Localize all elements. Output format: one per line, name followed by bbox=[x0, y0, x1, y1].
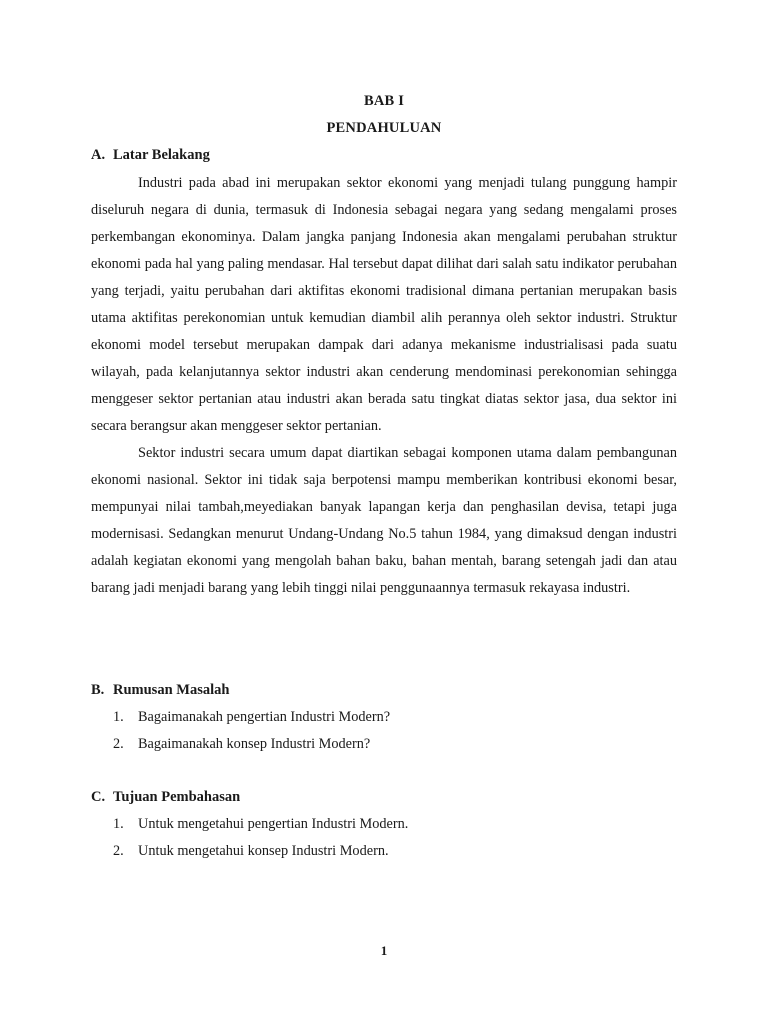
chapter-title: PENDAHULUAN bbox=[326, 120, 442, 136]
list-item-text: Untuk mengetahui pengertian Industri Modern. bbox=[138, 816, 409, 832]
section-a-body bbox=[91, 170, 677, 602]
chapter-number: BAB I bbox=[363, 93, 405, 109]
paragraph: Industri pada abad ini merupakan sektor ekonomi yang menjadi tulang punggung hampir diseluruh negara di dunia, termasuk di Indonesia sebagai negara yang sedang mengalami proses perkembangan ekonominya. Dalam jangka panjang Indonesia akan mengalami perubahan struktur ekonomi pada hal yang paling mendasar. Hal tersebut dapat dilihat dari salah satu indikator perubahan yang terjadi, yaitu perubahan dari aktifitas ekonomi tradisional dimana pertanian merupakan basis utama aktifitas perekonomian untuk kemudian diambil alih perannya oleh sektor industri. Struktur ekonomi model tersebut merupakan dampak dari adanya mekanisme industrialisasi pada suatu wilayah, pada kelanjutannya sektor industri akan cenderung mendominasi perekonomian sehingga menggeser sektor pertanian atau industri akan berada satu tingkat diatas sektor jasa, dua sektor ini secara berangsur akan menggeser sektor pertanian. bbox=[91, 175, 677, 434]
list-item-text: Bagaimanakah konsep Industri Modern? bbox=[138, 736, 371, 752]
list-item-text: Bagaimanakah pengertian Industri Modern? bbox=[138, 709, 391, 725]
section-b-list bbox=[113, 704, 673, 758]
list-item-text: Untuk mengetahui konsep Industri Modern. bbox=[138, 843, 389, 859]
section-c-title: Tujuan Pembahasan bbox=[113, 789, 241, 805]
section-a-heading bbox=[91, 147, 210, 164]
list-item bbox=[113, 811, 673, 838]
list-item bbox=[113, 731, 673, 758]
paragraph: Sektor industri secara umum dapat diartikan sebagai komponen utama dalam pembangunan ekonomi nasional. Sektor ini tidak saja berpotensi mampu memberikan kontribusi ekonomi besar, mempunyai nilai tambah,meyediakan banyak lapangan kerja dan penghasilan devisa, tetapi juga modernisasi. Sedangkan menurut Undang-Undang No.5 tahun 1984, yang dimaksud dengan industri adalah kegiatan ekonomi yang mengolah bahan baku, bahan mentah, barang setengah jadi dan atau barang jadi menjadi barang yang lebih tinggi nilai penggunaannya termasuk rekayasa industri. bbox=[91, 445, 677, 596]
section-b-title: Rumusan Masalah bbox=[113, 682, 230, 698]
section-a-letter: A. bbox=[91, 147, 106, 163]
section-b-letter: B. bbox=[91, 682, 105, 698]
list-item bbox=[113, 838, 673, 865]
section-c-heading bbox=[91, 789, 240, 806]
section-c-list bbox=[113, 811, 673, 865]
section-b-heading bbox=[91, 682, 229, 699]
list-item-number: 1. bbox=[113, 709, 124, 725]
page-number: 1 bbox=[380, 943, 388, 958]
list-item-number: 2. bbox=[113, 843, 124, 859]
list-item-number: 1. bbox=[113, 816, 124, 832]
section-c-letter: C. bbox=[91, 789, 106, 805]
list-item-number: 2. bbox=[113, 736, 124, 752]
section-a-title: Latar Belakang bbox=[113, 147, 210, 163]
list-item bbox=[113, 704, 673, 731]
